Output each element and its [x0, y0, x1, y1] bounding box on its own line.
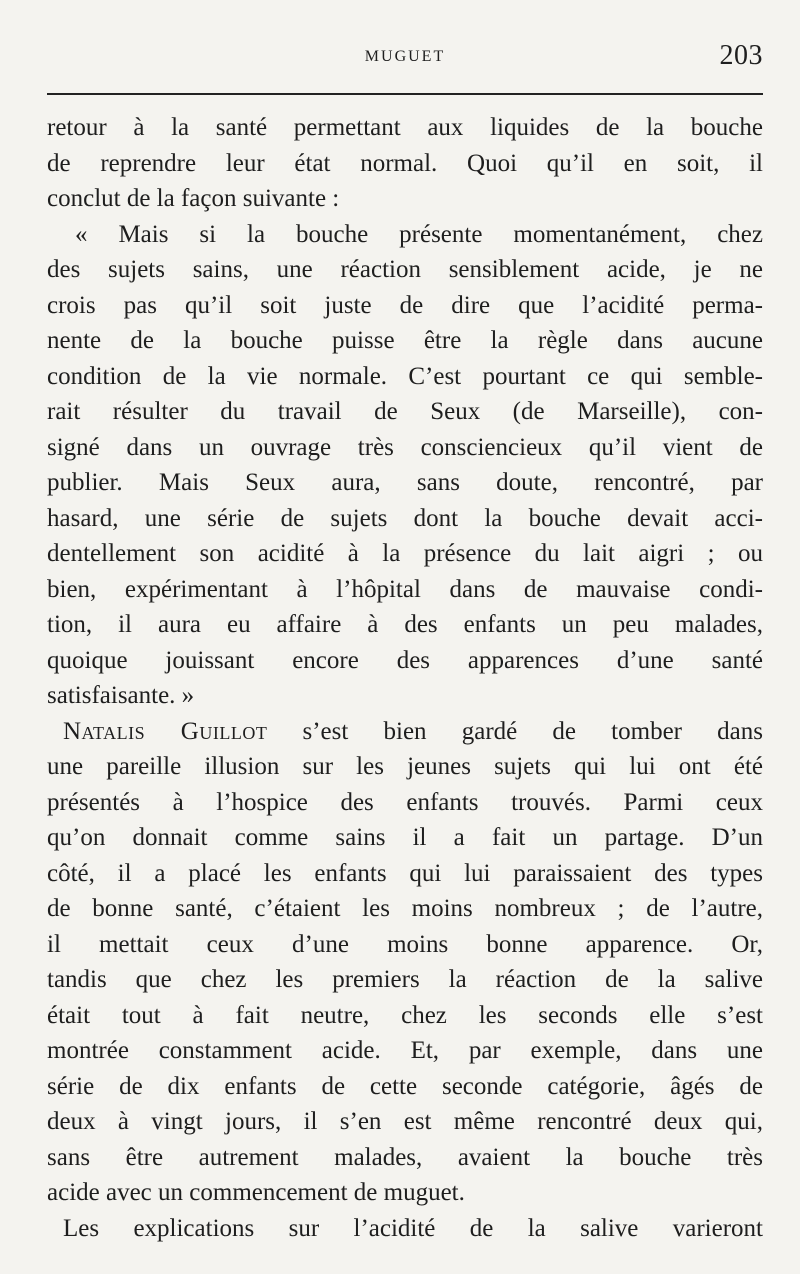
- text-line: une pareille illusion sur les jeunes sujets qui lui ont été: [47, 753, 763, 780]
- line-text: s’est bien gardé de tomber dans: [267, 717, 763, 745]
- text-line: hasard, une série de sujets dont la bouche devait acci-: [47, 504, 763, 532]
- text-line: était tout à fait neutre, chez les seconds elle s’est: [47, 1001, 763, 1029]
- text-line: retour à la santé permettant aux liquides de la bouche: [47, 114, 763, 141]
- text-line: il mettait ceux d’une moins bonne apparence. Or,: [47, 930, 763, 958]
- text-line: de reprendre leur état normal. Quoi qu’il en soit, il: [47, 149, 763, 177]
- text-line: nente de la bouche puisse être la règle dans aucune: [47, 327, 763, 354]
- body-text: [47, 110, 763, 1246]
- header-rule: [47, 93, 763, 95]
- text-line: rait résulter du travail de Seux (de Marseille), con-: [47, 398, 763, 425]
- text-line: bien, expérimentant à l’hôpital dans de mauvaise condi-: [47, 575, 763, 603]
- text-line: publier. Mais Seux aura, sans doute, rencontré, par: [47, 469, 763, 496]
- text-line: deux à vingt jours, il s’en est même rencontré deux qui,: [47, 1108, 763, 1135]
- text-line: montrée constamment acide. Et, par exemple, dans une: [47, 1037, 763, 1064]
- text-line: des sujets sains, une réaction sensiblement acide, je ne: [47, 256, 763, 283]
- text-line: crois pas qu’il soit juste de dire que l’acidité perma-: [47, 291, 763, 319]
- page-number: 203: [719, 40, 763, 71]
- running-title: MUGUET: [364, 48, 446, 65]
- quote-end-line: satisfaisante. »: [47, 682, 195, 709]
- author-name: Natalis Guillot: [63, 717, 268, 745]
- text-line: tandis que chez les premiers la réaction de la salive: [47, 966, 763, 993]
- quote-start-line: « Mais si la bouche présente momentanément, chez: [75, 220, 763, 248]
- text-line: quoique jouissant encore des apparences d’une santé: [47, 646, 763, 674]
- text-line: de bonne santé, c’étaient les moins nombreux ; de l’autre,: [47, 895, 763, 922]
- text-line: dentellement son acidité à la présence du lait aigri ; ou: [47, 540, 763, 567]
- paragraph-start-line: [47, 714, 763, 750]
- text-line: côté, il a placé les enfants qui lui paraissaient des types: [47, 859, 763, 887]
- text-line: conclut de la façon suivante :: [47, 185, 340, 212]
- running-head: [47, 40, 763, 80]
- text-line: série de dix enfants de cette seconde catégorie, âgés de: [47, 1072, 763, 1100]
- text-line: signé dans un ouvrage très consciencieux qu’il vient de: [47, 433, 763, 461]
- text-line: qu’on donnait comme sains il a fait un partage. D’un: [47, 824, 763, 851]
- text-line: tion, il aura eu affaire à des enfants un peu malades,: [47, 611, 763, 638]
- text-line: condition de la vie normale. C’est pourtant ce qui semble-: [47, 362, 763, 390]
- text-line: sans être autrement malades, avaient la bouche très: [47, 1143, 763, 1171]
- text-line: présentés à l’hospice des enfants trouvés. Parmi ceux: [47, 788, 763, 816]
- text-line: acide avec un commencement de muguet.: [47, 1179, 465, 1206]
- paragraph-start-line: Les explications sur l’acidité de la salive varieront: [63, 1214, 763, 1242]
